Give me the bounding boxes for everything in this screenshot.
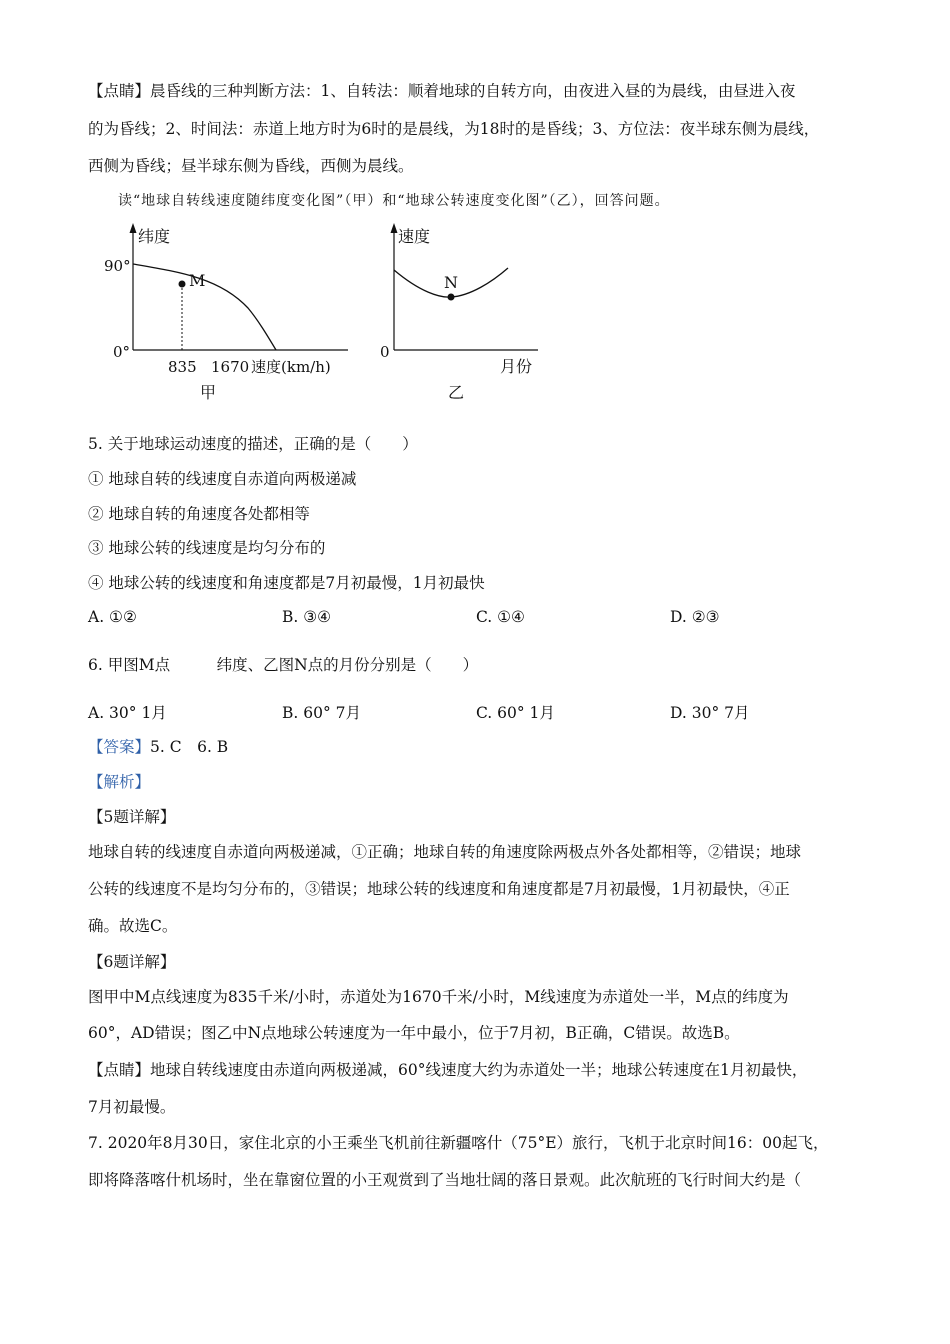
q5-option-d: D. ②③: [670, 608, 720, 626]
q6-option-b: B. 60° 7月: [282, 704, 362, 722]
yi-point-label: N: [444, 273, 458, 292]
answer-label: 【答案】: [88, 738, 151, 756]
q6-option-a: A. 30° 1月: [88, 704, 167, 722]
analysis-label: 【解析】: [88, 773, 151, 791]
d5-line1: 地球自转的线速度自赤道向两极递减，①正确；地球自转的角速度除两极点外各处都相等，②错误；地球: [88, 843, 802, 861]
q7-line1: 7. 2020年8月30日，家住北京的小王乘坐飞机前往新疆喀什（75°E）旅行，飞机于北京时间16：00起飞，: [88, 1134, 829, 1152]
q6-option-c: C. 60° 1月: [476, 704, 555, 722]
yi-x-label: 月份: [500, 357, 533, 376]
jia-y-bottom: 0°: [113, 343, 131, 361]
q5-statement-3: ③ 地球公转的线速度是均匀分布的: [88, 539, 326, 557]
d5-label: 【5题详解】: [88, 808, 176, 826]
figure-caption: 读“地球自转线速度随纬度变化图”（甲）和“地球公转速度变化图”（乙），回答问题。: [118, 193, 670, 209]
jia-y-top: 90°: [104, 257, 131, 275]
q5-statement-2: ② 地球自转的角速度各处都相等: [88, 505, 310, 523]
d6-label: 【6题详解】: [88, 953, 176, 971]
point-n: [448, 294, 455, 301]
yi-y-title: 速度: [398, 227, 431, 246]
tip1-line3: 西侧为昏线；昼半球东侧为昏线，西侧为晨线。: [88, 157, 414, 175]
jia-point-label: M: [189, 271, 206, 290]
q5-option-a: A. ①②: [88, 608, 137, 626]
q5-statement-4: ④ 地球公转的线速度和角速度都是7月初最慢，1月初最快: [88, 574, 485, 592]
tip2-label: 【点睛】: [88, 1061, 151, 1079]
answer-line: [88, 736, 228, 758]
q6-stem: 6. 甲图M点 纬度、乙图N点的月份分别是（ ）: [88, 656, 479, 674]
figure-yi: [370, 220, 550, 410]
d5-line2: 公转的线速度不是均匀分布的，③错误；地球公转的线速度和角速度都是7月初最慢，1月初最快，④正: [88, 880, 790, 898]
tip1-line2: 的为昏线；2、时间法：赤道上地方时为6时的是晨线，为18时的是昏线；3、方位法：夜半球东侧为晨线，: [88, 120, 820, 138]
jia-x-unit: 速度(km/h): [251, 358, 331, 376]
point-m: [179, 281, 186, 288]
q6-option-d: D. 30° 7月: [670, 704, 750, 722]
q5-option-c: C. ①④: [476, 608, 525, 626]
tip1-line1: 【点睛】晨昏线的三种判断方法：1、自转法：顺着地球的自转方向，由夜进入昼的为晨线，由昼进入夜: [88, 82, 796, 100]
yi-name: 乙: [448, 383, 465, 402]
jia-x-tick1: 835: [168, 358, 197, 376]
q5-stem: 5. 关于地球运动速度的描述，正确的是（ ）: [88, 435, 418, 453]
jia-y-title: 纬度: [138, 227, 171, 246]
q7-line2: 即将降落喀什机场时，坐在靠窗位置的小王观赏到了当地壮阔的落日景观。此次航班的飞行时间大约是（: [88, 1171, 802, 1189]
q5-statement-1: ① 地球自转的线速度自赤道向两极递减: [88, 470, 357, 488]
jia-x-tick2: 1670: [211, 358, 250, 376]
tip2-line2: 7月初最慢。: [88, 1098, 176, 1116]
jia-name: 甲: [200, 383, 217, 402]
d6-line2: 60°，AD错误；图乙中N点地球公转速度为一年中最小，位于7月初，B正确，C错误。故选B。: [88, 1024, 740, 1042]
tip1-label: 【点睛】: [88, 82, 151, 100]
answer-text: 5. C 6. B: [150, 738, 229, 756]
figure-jia: [100, 220, 360, 410]
d6-line1: 图甲中M点线速度为835千米/小时，赤道处为1670千米/小时，M线速度为赤道处一半，M点的纬度为: [88, 988, 789, 1006]
d5-line3: 确。故选C。: [88, 917, 178, 935]
q5-option-b: B. ③④: [282, 608, 332, 626]
tip2-line1: 【点睛】地球自转线速度由赤道向两极递减，60°线速度大约为赤道处一半；地球公转速度在1月初最快，: [88, 1061, 808, 1079]
yi-origin: 0: [380, 343, 390, 361]
